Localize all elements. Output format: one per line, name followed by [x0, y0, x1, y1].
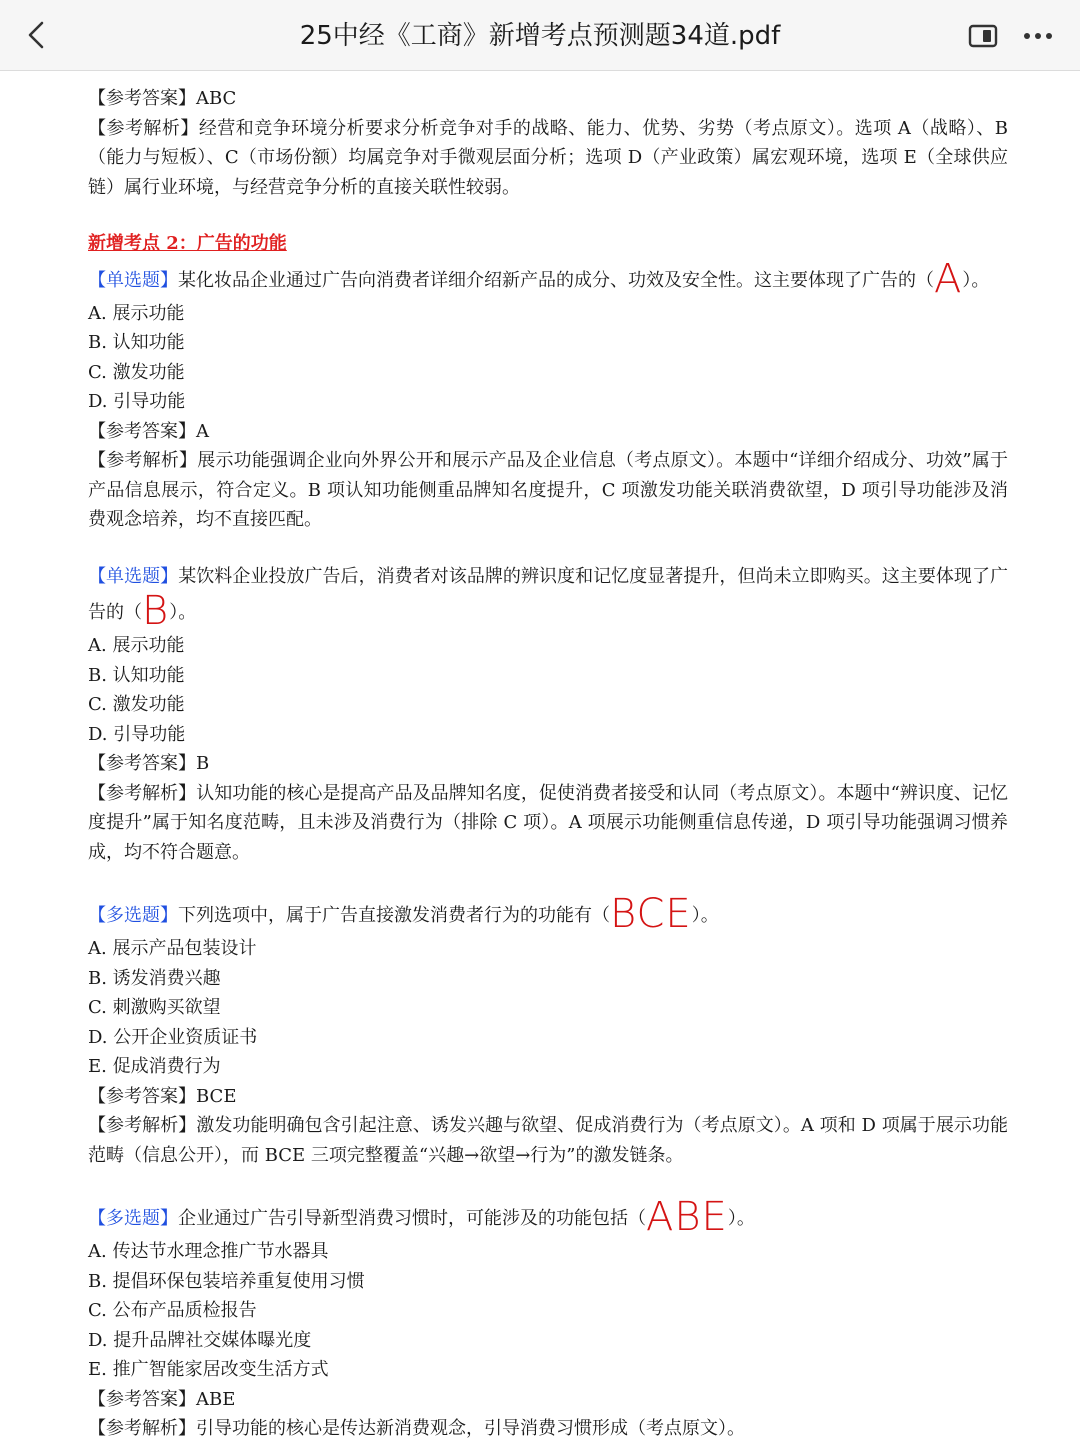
- reference-analysis: 【参考解析】展示功能强调企业向外界公开和展示产品及企业信息（考点原文）。本题中“详细介绍成分、功效”属于产品信息展示，符合定义。B 项认知功能侧重品牌知名度提升，C 项激发功能关联消费欲望，D 项引导功能涉及消费观念培养，均不直接匹配。: [88, 450, 1008, 530]
- question-stem: [88, 562, 1008, 632]
- option: A. 展示功能: [88, 635, 185, 656]
- option: C. 刺激购买欲望: [88, 997, 221, 1018]
- option: C. 公布产品质检报告: [88, 1300, 257, 1321]
- option: B. 认知功能: [88, 664, 185, 686]
- question-text-end: ）。: [169, 602, 197, 623]
- question-type-tag: 【单选题】: [88, 565, 179, 587]
- option: D. 引导功能: [88, 723, 186, 745]
- question-text: 企业通过广告引导新型消费习惯时，可能涉及的功能包括（: [178, 1208, 646, 1229]
- reader-mode-button[interactable]: [966, 22, 1000, 50]
- handwritten-answer: BCE: [610, 891, 692, 937]
- question-type-tag: 【多选题】: [88, 905, 178, 926]
- document-title: 25中经《工商》新增考点预测题34道.pdf: [299, 21, 781, 51]
- option: B. 认知功能: [88, 332, 185, 353]
- question-text: 某化妆品企业通过广告向消费者详细介绍新产品的成分、功效及安全性。这主要体现了广告的（: [178, 269, 934, 291]
- option: E. 推广智能家居改变生活方式: [88, 1359, 329, 1380]
- reader-mode-icon: [968, 24, 998, 48]
- back-button[interactable]: [18, 17, 54, 53]
- option: D. 引导功能: [88, 391, 186, 412]
- option: C. 激发功能: [88, 694, 185, 715]
- handwritten-answer: A: [934, 255, 963, 302]
- question-text-end: ）。: [727, 1208, 755, 1229]
- reference-analysis: 【参考解析】经营和竞争环境分析要求分析竞争对手的战略、能力、优势、劣势（考点原文）。选项 A（战略）、B（能力与短板）、C（市场份额）均属竞争对手微观层面分析；选项 D（产业政策）属宏观环境，选项 E（全球供应链）属行业环境，与经营竞争分析的直接关联性较弱。: [88, 117, 1008, 198]
- pdf-viewer-toolbar: [0, 0, 1080, 71]
- reference-answer: 【参考答案】A: [88, 420, 209, 442]
- handwritten-answer: ABE: [646, 1194, 728, 1240]
- option: C. 激发功能: [88, 361, 185, 383]
- option: A. 展示功能: [88, 302, 185, 324]
- question-text: 下列选项中，属于广告直接激发消费者行为的功能有（: [178, 905, 610, 926]
- more-horizontal-icon: [1023, 31, 1053, 41]
- option: D. 公开企业资质证书: [88, 1026, 258, 1048]
- option: E. 促成消费行为: [88, 1056, 221, 1077]
- option: A. 传达节水理念推广节水器具: [88, 1241, 329, 1262]
- reference-analysis: 【参考解析】引导功能的核心是传达新消费观念，引导消费习惯形成（考点原文）。: [88, 1418, 745, 1439]
- reference-analysis: 【参考解析】认知功能的核心是提高产品及品牌知名度，促使消费者接受和认同（考点原文）。本题中“辨识度、记忆度提升”属于知名度范畴，且未涉及消费行为（排除 C 项）。A 项展示功能侧重信息传递，D 项引导功能强调习惯养成，均不符合题意。: [88, 782, 1008, 863]
- question-stem: [88, 255, 1008, 302]
- reference-answer: 【参考答案】ABE: [88, 1388, 236, 1410]
- option: D. 提升品牌社交媒体曝光度: [88, 1329, 312, 1351]
- question-text-end: ）。: [962, 269, 990, 291]
- option: B. 诱发消费兴趣: [88, 967, 221, 989]
- question-text-end: ）。: [691, 905, 719, 926]
- reference-analysis: 【参考解析】激发功能明确包含引起注意、诱发兴趣与欲望、促成消费行为（考点原文）。A 项和 D 项属于展示功能范畴（信息公开），而 BCE 三项完整覆盖“兴趣→欲望→行为”的激发链条。: [88, 1115, 1008, 1166]
- question-stem: [88, 1194, 1008, 1240]
- question-stem: [88, 891, 1008, 937]
- reference-answer: 【参考答案】ABC: [88, 88, 237, 109]
- option: B. 提倡环保包装培养重复使用习惯: [88, 1270, 365, 1292]
- reference-answer: 【参考答案】BCE: [88, 1085, 237, 1107]
- handwritten-answer: B: [142, 588, 170, 634]
- chevron-left-icon: [25, 20, 47, 50]
- reference-answer: 【参考答案】B: [88, 753, 210, 774]
- section-title: 新增考点 2：广告的功能: [88, 233, 287, 254]
- question-type-tag: 【多选题】: [88, 1208, 178, 1229]
- option: A. 展示产品包装设计: [88, 938, 257, 959]
- pdf-page-content: [88, 84, 1008, 1444]
- question-type-tag: 【单选题】: [88, 269, 178, 291]
- more-button[interactable]: [1016, 22, 1060, 50]
- question-text: 某饮料企业投放广告后，消费者对该品牌的辨识度和记忆度显著提升，但尚未立即购买。这主要体现了广告的（: [88, 565, 1008, 623]
